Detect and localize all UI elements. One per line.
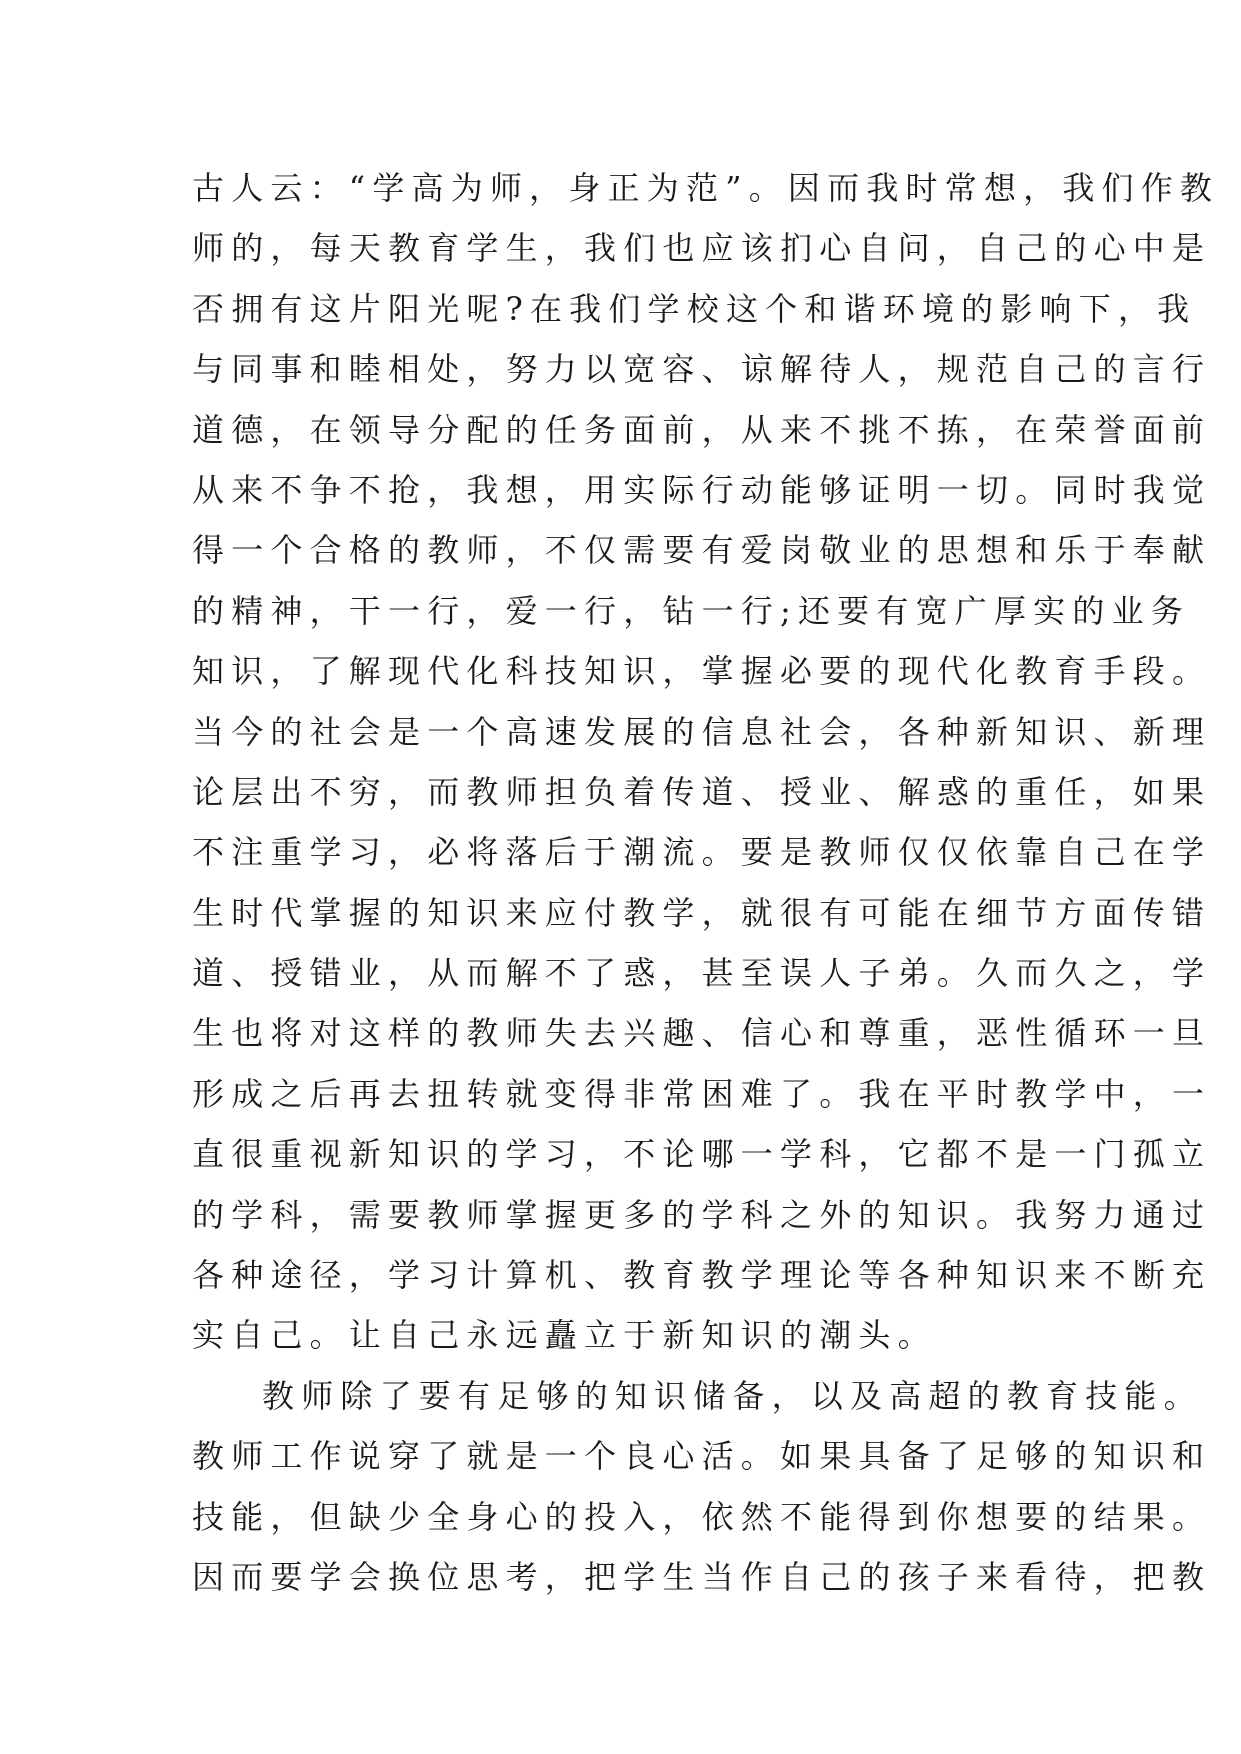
text-line: 形成之后再去扭转就变得非常困难了。我在平时教学中，一 [192,1074,1212,1113]
text-line: 得一个合格的教师，不仅需要有爱岗敬业的思想和乐于奉献 [192,531,1212,570]
text-line: 的学科，需要教师掌握更多的学科之外的知识。我努力通过 [192,1195,1212,1234]
text-line: 从来不争不抢，我想，用实际行动能够证明一切。同时我觉 [192,470,1212,509]
text-line: 因而要学会换位思考，把学生当作自己的孩子来看待，把教 [192,1557,1212,1596]
text-line: 古人云：“学高为师，身正为范”。因而我时常想，我们作教 [192,169,1220,207]
text-line: 道德，在领导分配的任务面前，从来不挑不拣，在荣誉面前 [192,410,1212,449]
text-line: 的精神，干一行，爱一行，钻一行;还要有宽广厚实的业务 [192,591,1190,630]
text-line: 实自己。让自己永远矗立于新知识的潮头。 [192,1316,937,1355]
text-line: 与同事和睦相处，努力以宽容、谅解待人，规范自己的言行 [192,350,1212,389]
text-line: 道、授错业，从而解不了惑，甚至误人子弟。久而久之，学 [192,954,1212,993]
body-text [192,158,1220,1607]
text-line: 直很重视新知识的学习，不论哪一学科，它都不是一门孤立 [192,1135,1212,1174]
text-line: 生时代掌握的知识来应付教学，就很有可能在细节方面传错 [192,893,1212,932]
text-line: 不注重学习，必将落后于潮流。要是教师仅仅依靠自己在学 [192,833,1212,872]
text-line: 生也将对这样的教师失去兴趣、信心和尊重，恶性循环一旦 [192,1014,1212,1053]
text-line: 否拥有这片阳光呢?在我们学校这个和谐环境的影响下，我 [192,289,1197,328]
text-line: 知识，了解现代化科技知识，掌握必要的现代化教育手段。 [192,652,1212,691]
text-line: 论层出不穷，而教师担负着传道、授业、解惑的重任，如果 [192,772,1212,811]
text-line: 技能，但缺少全身心的投入，依然不能得到你想要的结果。 [192,1497,1212,1536]
text-line: 各种途径，学习计算机、教育教学理论等各种知识来不断充 [192,1256,1212,1295]
text-line: 师的，每天教育学生，我们也应该扪心自问，自己的心中是 [192,229,1212,268]
text-line: 教师工作说穿了就是一个良心活。如果具备了足够的知识和 [192,1437,1212,1476]
paragraph-start-line: 教师除了要有足够的知识储备，以及高超的教育技能。 [262,1376,1203,1415]
text-line: 当今的社会是一个高速发展的信息社会，各种新知识、新理 [192,712,1212,751]
